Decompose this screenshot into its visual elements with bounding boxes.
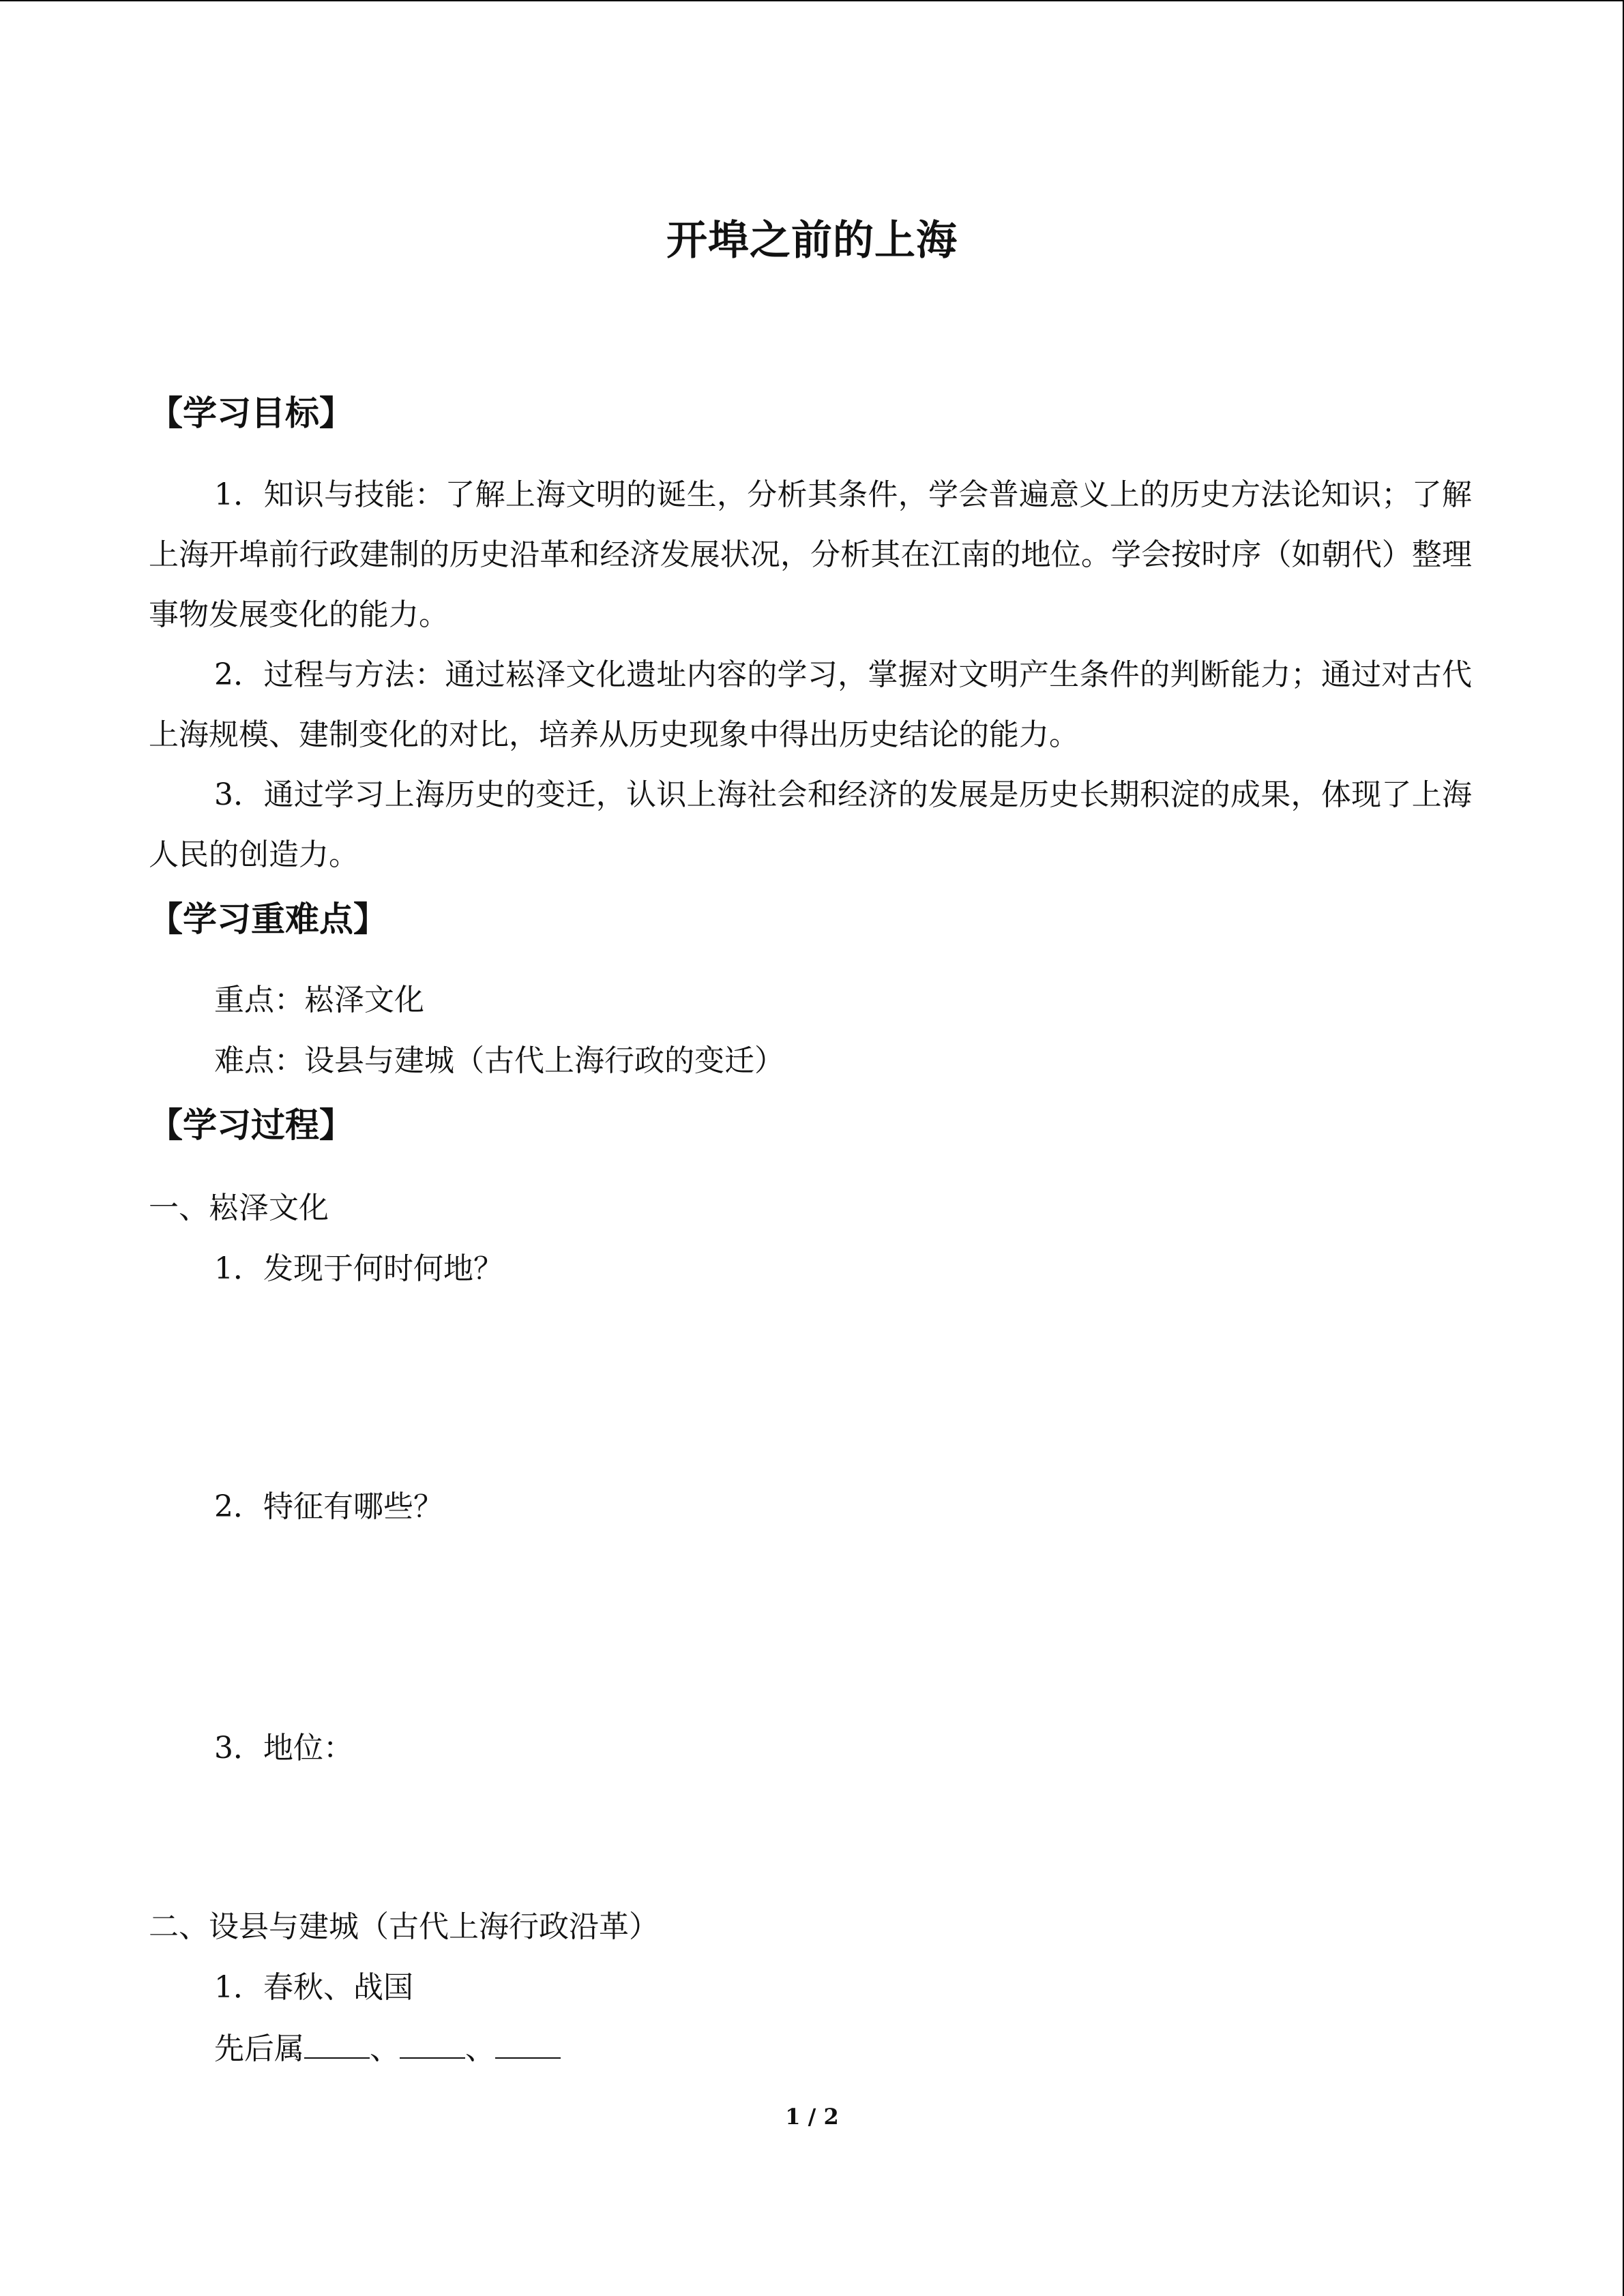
focus-point: 重点：崧泽文化 [214, 983, 424, 1017]
part2-title: 二、设县与建城（古代上海行政沿革） [149, 1909, 659, 1944]
fill-in-blank-3[interactable] [495, 2026, 561, 2059]
part1-question-3: 3．地位： [214, 1731, 353, 1765]
part1-question-1: 1．发现于何时何地？ [214, 1251, 503, 1286]
fill-in-blank-2[interactable] [400, 2026, 465, 2059]
fill-in-separator-2: 、 [465, 2031, 495, 2066]
objective-item-1: 1．知识与技能：了解上海文明的诞生，分析其条件，学会普遍意义上的历史方法论知识；了解上海开埠前行政建制的历史沿革和经济发展状况，分析其在江南的地位。学会按时序（如朝代）整理事物发展变化的能力。 [149, 477, 1472, 632]
objective-item-3: 3．通过学习上海历史的变迁，认识上海社会和经济的发展是历史长期积淀的成果，体现了上海人民的创造力。 [149, 777, 1472, 872]
fill-in-line [214, 2025, 561, 2073]
page-number: 1 / 2 [785, 2104, 839, 2130]
fill-in-separator-1: 、 [370, 2031, 400, 2066]
objective-item-2: 2．过程与方法：通过崧泽文化遗址内容的学习，掌握对文明产生条件的判断能力；通过对古代上海规模、建制变化的对比，培养从历史现象中得出历史结论的能力。 [149, 657, 1472, 752]
part1-question-2: 2．特征有哪些？ [214, 1489, 443, 1524]
section-heading-objectives: 【学习目标】 [149, 393, 353, 433]
section-heading-process: 【学习过程】 [149, 1105, 353, 1145]
document-title: 开埠之前的上海 [666, 217, 958, 265]
difficulty-point: 难点：设县与建城（古代上海行政的变迁） [214, 1043, 784, 1078]
part1-title: 一、崧泽文化 [149, 1191, 329, 1225]
section-heading-key-points: 【学习重难点】 [149, 899, 387, 939]
fill-in-blank-1[interactable] [304, 2026, 370, 2059]
part2-item-1: 1．春秋、战国 [214, 1970, 413, 2005]
fill-in-prefix: 先后属 [214, 2031, 304, 2066]
